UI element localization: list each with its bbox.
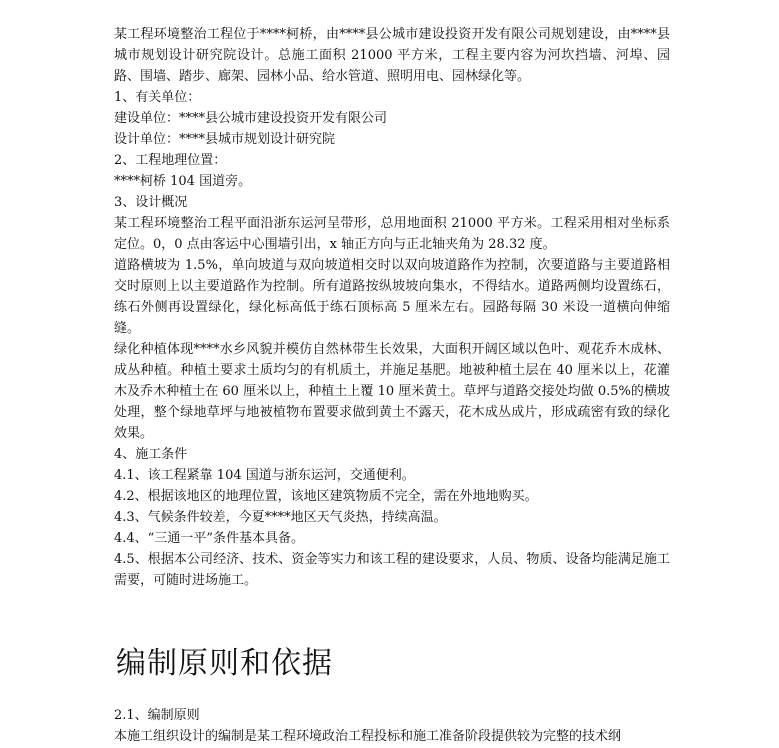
construction-unit: 建设单位：****县公城市建设投资开发有限公司: [114, 111, 388, 126]
design-overview-paragraph: 某工程环境整治工程平面沿浙东运河呈带形，总用地面积 21000 平方米。工程采用相对坐标系定位。0，0 点由客运中心围墙引出，x 轴正方向与正北轴夹角为 28.32 度。: [114, 216, 670, 252]
condition-4-3: 4.3、气候条件较差，今夏****地区天气炎热，持续高温。: [114, 510, 447, 525]
condition-4-5: 4.5、根据本公司经济、技术、资金等实力和该工程的建设要求，人员、物质、设备均能满足施工需要，可随时进场施工。: [114, 552, 670, 588]
condition-4-2: 4.2、根据该地区的地理位置，该地区建筑物质不完全，需在外地地购买。: [114, 489, 538, 504]
design-unit: 设计单位：****县城市规划设计研究院: [114, 132, 336, 147]
section-2-title: 2、工程地理位置：: [114, 153, 227, 168]
section-4-title: 4、施工条件: [114, 447, 188, 462]
section-2-1-paragraph: 本施工组织设计的编制是某工程环境政治工程投标和施工准备阶段提供较为完整的技术纲: [114, 729, 622, 744]
section-1-title: 1、有关单位：: [114, 90, 201, 105]
intro-paragraph: 某工程环境整治工程位于****柯桥，由****县公城市建设投资开发有限公司规划建设，由****县城市规划设计研究院设计。总施工面积 21000 平方米，工程主要内容为河坎挡墙、河埠、园路、围墙、踏步、廊架、园林小品、给水管道、照明用电、园林绿化等。: [114, 27, 670, 84]
road-slope-paragraph: 道路横坡为 1.5%，单向坡道与双向坡道相交时以双向坡道路作为控制，次要道路与主要道路相交时原则上以主要道路作为控制。所有道路按纵坡坡向集水，不得结水。道路两侧均设置练石，练石外侧再设置绿化，绿化标高低于练石顶标高 5 厘米左右。园路每隔 30 米设一道横向伸缩缝。: [114, 258, 670, 336]
section-2-1-title: 2.1、编制原则: [114, 708, 200, 723]
condition-4-1: 4.1、该工程紧靠 104 国道与浙东运河，交通便利。: [114, 468, 415, 483]
condition-4-4: 4.4、“三通一平”条件基本具备。: [114, 531, 304, 546]
greening-paragraph: 绿化种植体现****水乡风貌并模仿自然林带生长效果，大面积开阔区域以色叶、观花乔木成林、成丛种植。种植土要求土质均匀的有机质土，并施足基肥。地被种植土层在 40 厘米以上，花灌木及乔木种植土在 60 厘米以上，种植土上覆 10 厘米黄土。草坪与道路交接处均做 0.5%的横坡处理，整个绿地草坪与地被植物布置要求做到黄土不露天，花木成丛成片，形成疏密有致的绿化效果。: [114, 342, 670, 441]
section-3-title: 3、设计概况: [114, 195, 188, 210]
chapter-heading: 编制原则和依据: [116, 646, 333, 681]
document-body: [114, 24, 670, 591]
location-text: ****柯桥 104 国道旁。: [114, 174, 252, 189]
section-2-1: [114, 705, 670, 747]
